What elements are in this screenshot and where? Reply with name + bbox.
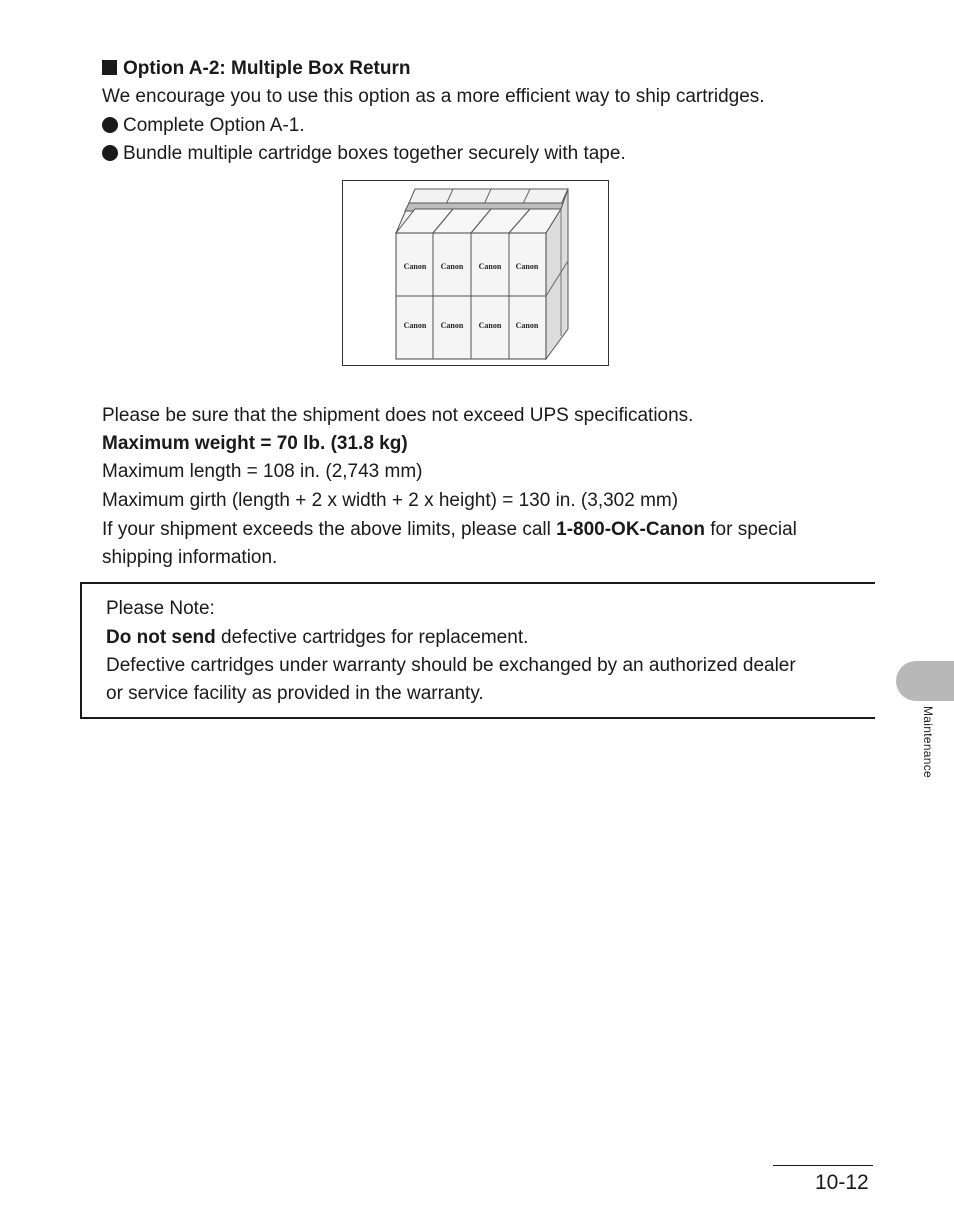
phone-number: 1-800-OK-Canon bbox=[556, 519, 705, 540]
bullet-text: Bundle multiple cartridge boxes together securely with tape. bbox=[123, 143, 626, 164]
max-length: Maximum length = 108 in. (2,743 mm) bbox=[102, 461, 423, 482]
canon-label: Canon bbox=[403, 321, 427, 330]
canon-label: Canon bbox=[440, 321, 464, 330]
circle-bullet-icon bbox=[102, 145, 118, 161]
intro-text: We encourage you to use this option as a more efficient way to ship cartridges. bbox=[102, 86, 765, 107]
chapter-tab bbox=[896, 661, 954, 701]
note-box bbox=[80, 582, 875, 719]
limits-pre: If your shipment exceeds the above limits, please call bbox=[102, 519, 557, 540]
max-girth: Maximum girth (length + 2 x width + 2 x height) = 130 in. (3,302 mm) bbox=[102, 490, 679, 511]
note-do-not-send bbox=[106, 624, 528, 652]
side-tab-label: Maintenance bbox=[921, 706, 935, 779]
bullet-text: Complete Option A-1. bbox=[123, 115, 305, 136]
heading-text: Option A-2: Multiple Box Return bbox=[123, 58, 411, 79]
note-line-4: or service facility as provided in the warranty. bbox=[106, 683, 484, 704]
canon-label: Canon bbox=[478, 321, 502, 330]
bundled-boxes-drawing bbox=[343, 181, 610, 367]
note-title: Please Note: bbox=[106, 598, 215, 619]
section-heading bbox=[102, 55, 410, 83]
canon-label: Canon bbox=[515, 262, 539, 271]
page-number: 10-12 bbox=[815, 1171, 869, 1194]
max-weight: Maximum weight = 70 lb. (31.8 kg) bbox=[102, 433, 408, 454]
canon-label: Canon bbox=[403, 262, 427, 271]
bullet-item bbox=[102, 140, 626, 168]
circle-bullet-icon bbox=[102, 117, 118, 133]
note-line-3: Defective cartridges under warranty should be exchanged by an authorized dealer bbox=[106, 655, 796, 676]
page-number-rule bbox=[773, 1165, 873, 1166]
canon-label: Canon bbox=[515, 321, 539, 330]
do-not-send-emphasis: Do not send bbox=[106, 627, 216, 648]
canon-label: Canon bbox=[478, 262, 502, 271]
limits-line-2: shipping information. bbox=[102, 547, 278, 568]
square-bullet-icon bbox=[102, 60, 117, 75]
limits-line bbox=[102, 516, 797, 544]
canon-label: Canon bbox=[440, 262, 464, 271]
bullet-item bbox=[102, 112, 305, 140]
specs-intro: Please be sure that the shipment does not exceed UPS specifications. bbox=[102, 405, 694, 426]
bundled-boxes-illustration bbox=[342, 180, 609, 366]
do-not-send-rest: defective cartridges for replacement. bbox=[215, 627, 529, 648]
limits-post: for special bbox=[704, 519, 797, 540]
